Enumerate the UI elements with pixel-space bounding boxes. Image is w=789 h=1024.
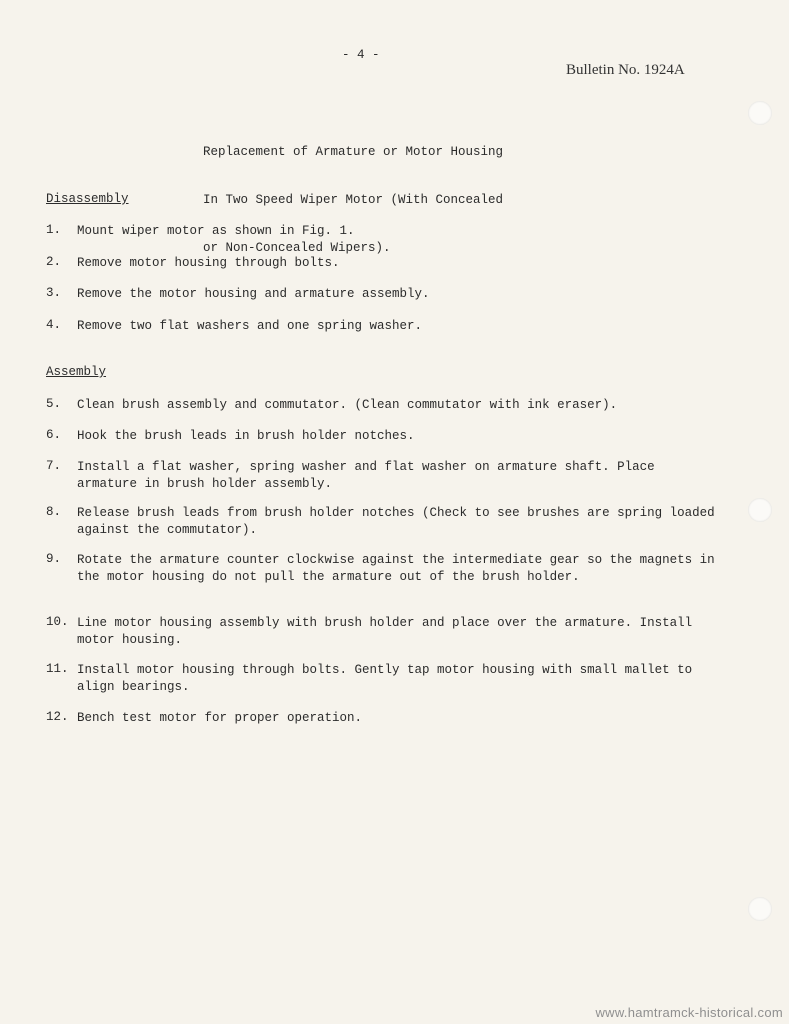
disassembly-heading: Disassembly	[46, 192, 129, 206]
binder-hole	[748, 498, 772, 522]
step-text: Remove the motor housing and armature assembly.	[77, 287, 430, 301]
step-text: Remove two flat washers and one spring washer.	[77, 319, 423, 333]
step-text: Rotate the armature counter clockwise against the intermediate gear so the magnets in the motor housing do not pull the armature out of the brush holder.	[77, 553, 715, 584]
step-number: 11.	[46, 662, 69, 676]
step-number: 8.	[46, 505, 62, 519]
assembly-heading: Assembly	[46, 365, 107, 379]
title-line: Replacement of Armature or Motor Housing	[203, 145, 504, 159]
binder-hole	[748, 101, 772, 125]
bulletin-number: Bulletin No. 1924A	[566, 62, 685, 78]
step-number: 4.	[46, 318, 62, 332]
step-number: 1.	[46, 223, 62, 237]
step-number: 9.	[46, 552, 62, 566]
step-text: Line motor housing assembly with brush holder and place over the armature. Install motor housing.	[77, 616, 693, 647]
step-number: 3.	[46, 286, 62, 300]
step-text: Release brush leads from brush holder notches (Check to see brushes are spring loaded against the commutator).	[77, 506, 715, 537]
step-text: Bench test motor for proper operation.	[77, 711, 363, 725]
step-text: Mount wiper motor as shown in Fig. 1.	[77, 224, 355, 238]
title-line: In Two Speed Wiper Motor (With Concealed	[203, 193, 504, 207]
step-text: Install motor housing through bolts. Gently tap motor housing with small mallet to align bearings.	[77, 663, 693, 694]
step-text: Install a flat washer, spring washer and flat washer on armature shaft. Place armature in brush holder assembly.	[77, 460, 655, 491]
step-number: 10.	[46, 615, 69, 629]
step-text: Clean brush assembly and commutator. (Clean commutator with ink eraser).	[77, 398, 618, 412]
step-text: Hook the brush leads in brush holder notches.	[77, 429, 415, 443]
step-number: 5.	[46, 397, 62, 411]
step-number: 2.	[46, 255, 62, 269]
step-number: 6.	[46, 428, 62, 442]
step-text: Remove motor housing through bolts.	[77, 256, 340, 270]
step-number: 12.	[46, 710, 69, 724]
binder-hole	[748, 897, 772, 921]
step-number: 7.	[46, 459, 62, 473]
page-number: - 4 -	[342, 48, 380, 62]
watermark: www.hamtramck-historical.com	[595, 1005, 783, 1020]
title-line: or Non-Concealed Wipers).	[203, 241, 391, 255]
